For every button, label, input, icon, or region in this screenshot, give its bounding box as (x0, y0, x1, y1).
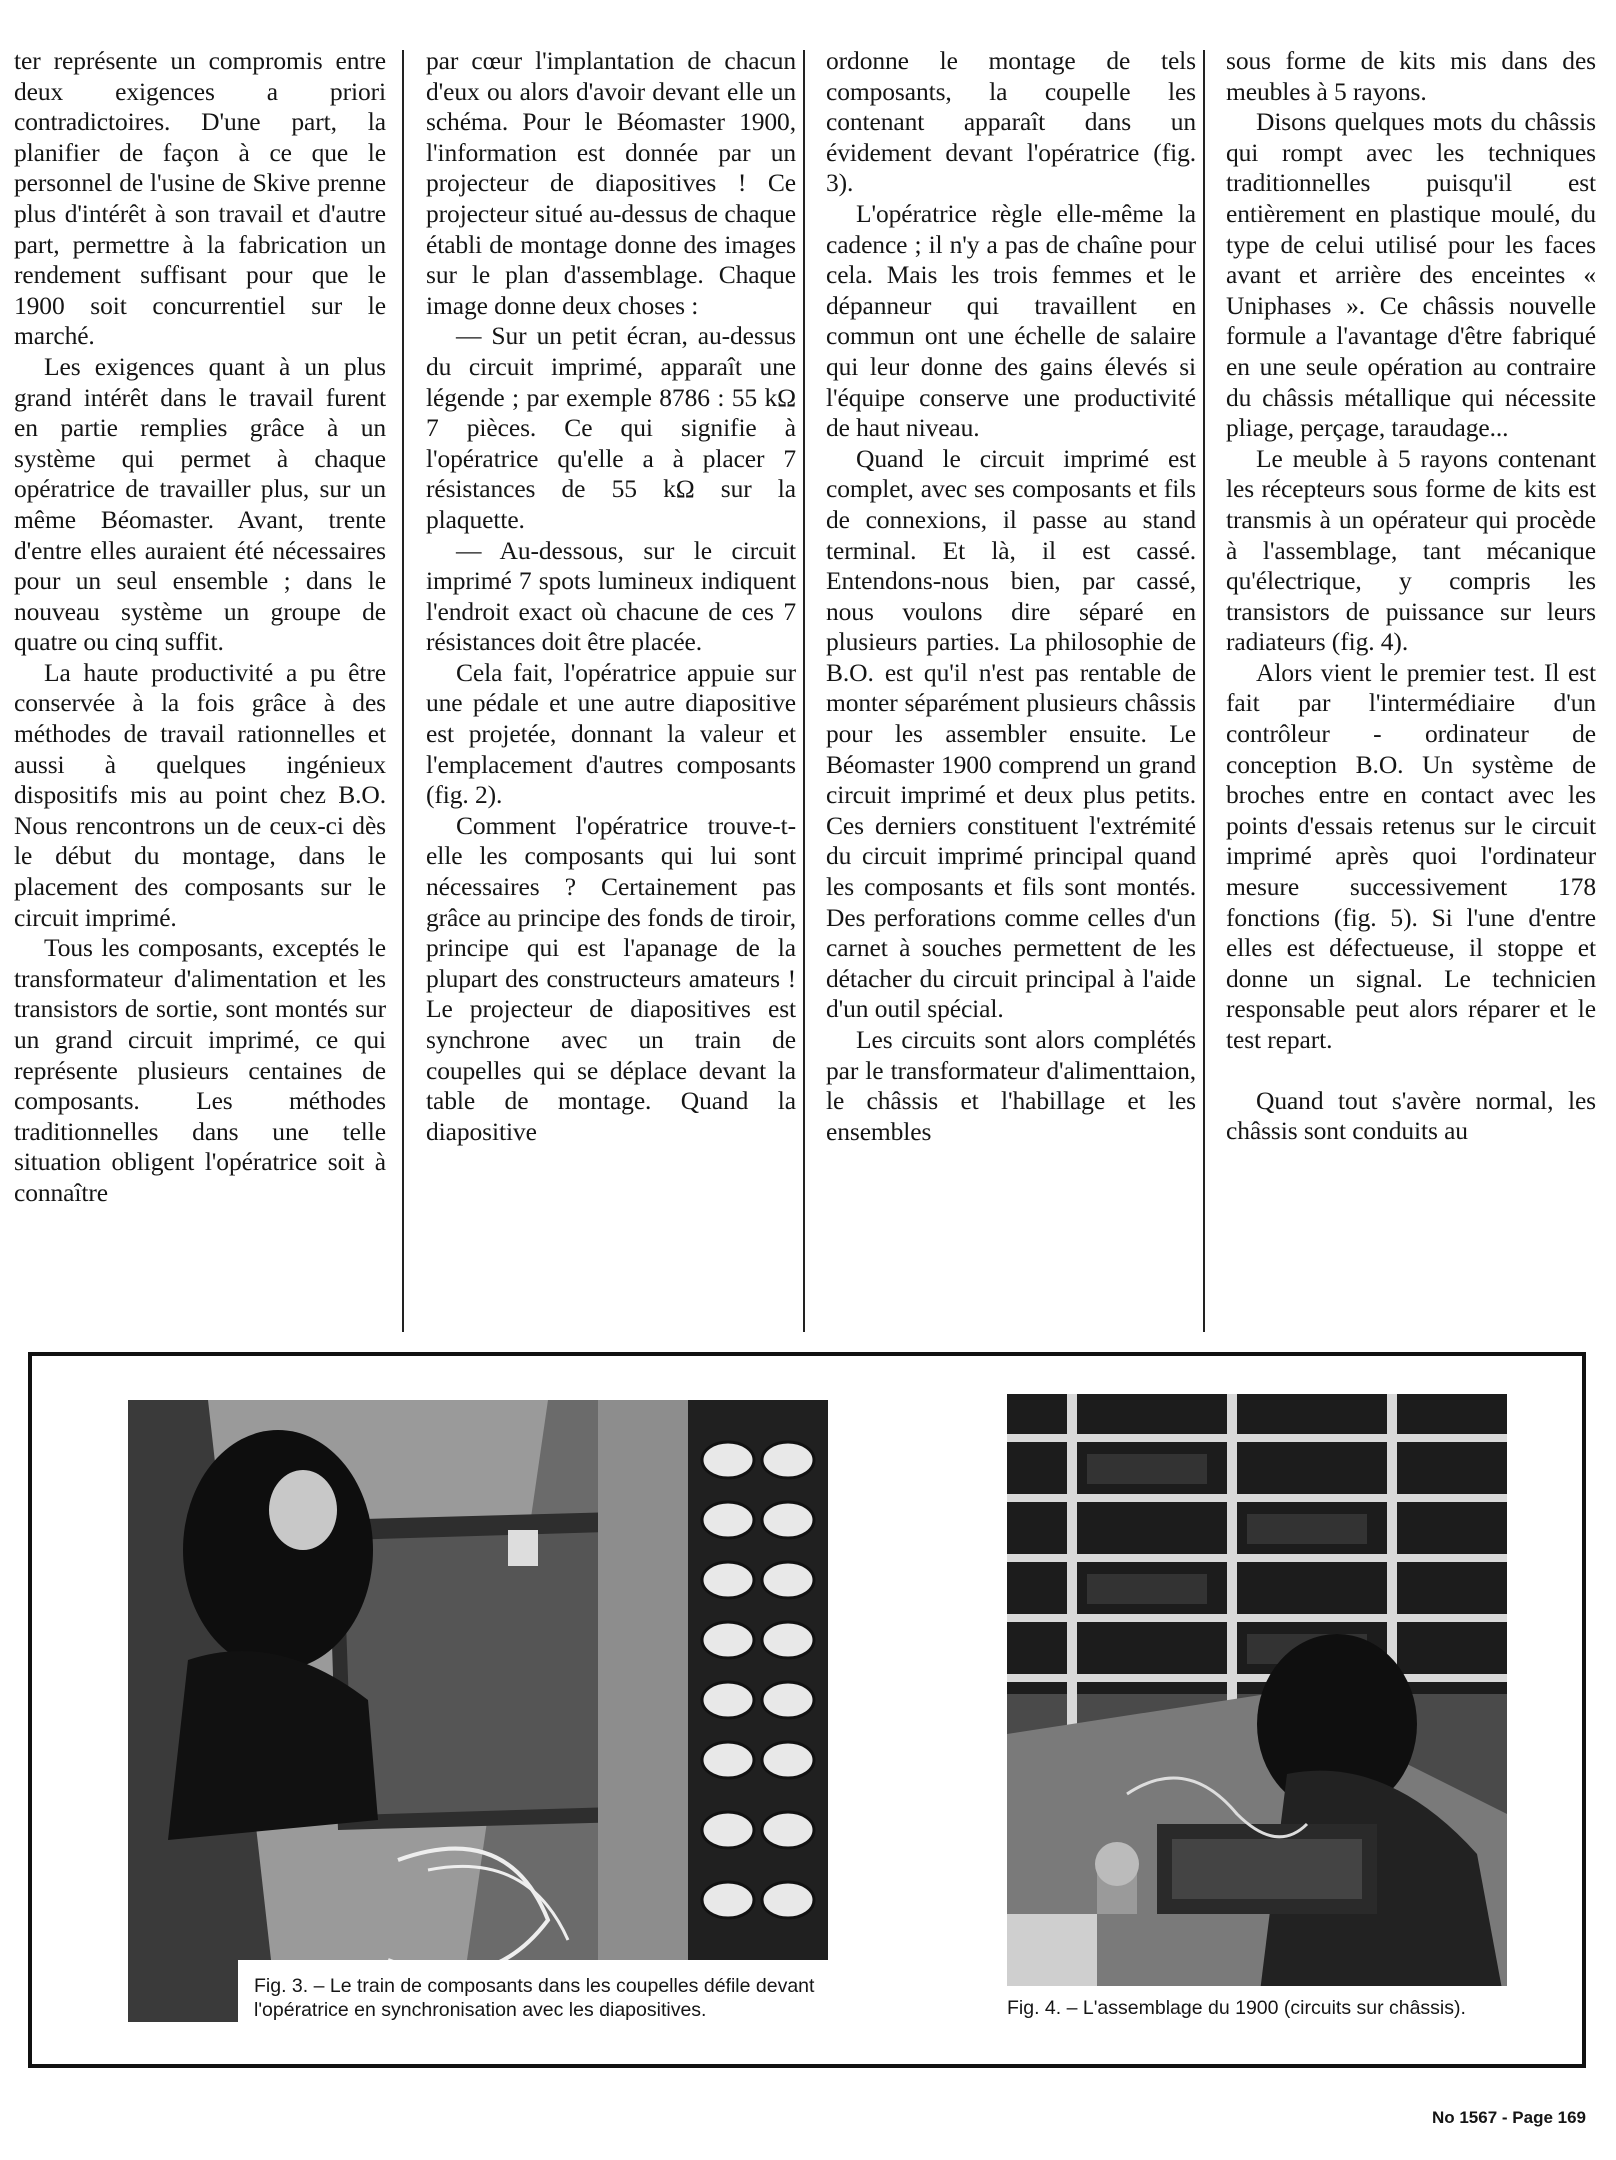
paragraph: par cœur l'implantation de chacun d'eux ou alors d'avoir devant elle un schéma. Pour le Béomaster 1900, l'information est donnée par un projecteur de diapositives ! Ce projecteur situé au-dessus de chaque établi de montage donne des images sur le plan d'assemblage. Chaque image donne deux choses : (426, 46, 796, 320)
paragraph: ter représente un compromis entre deux exigences a priori contradictoires. D'une part, la planifier de façon à ce que le personnel de l'usine de Skive prenne plus d'intérêt à son travail et d'autre part, permettre à la fabrication un rendement suffisant pour que le 1900 soit concurrentiel sur le marché. (14, 46, 386, 351)
column-3 (826, 46, 1196, 1336)
column-4 (1226, 46, 1596, 1336)
paragraph: Comment l'opératrice trouve-t-elle les composants qui lui sont nécessaires ? Certainement pas grâce au principe des fonds de tiroir, principe qui est l'apanage de la plupart des constructeurs amateurs ! Le projecteur de diapositives est synchrone avec un train de coupelles qui se déplace devant la table de montage. Quand la diapositive (426, 810, 796, 1146)
paragraph: Cela fait, l'opératrice appuie sur une pédale et une autre diapositive est projetée, donnant la valeur et l'emplacement d'autres composants (fig. 2). (426, 657, 796, 810)
paragraph: Quand tout s'avère normal, les châssis sont conduits au (1226, 1085, 1596, 1146)
paragraph: Alors vient le premier test. Il est fait par l'intermédiaire d'un contrôleur - ordinateur de conception B.O. Un système de broches entre en contact avec les points d'essais retenus sur le circuit imprimé après quoi l'ordinateur mesure successivement 178 fonctions (fig. 5). Si l'une d'entre elles est défectueuse, il stoppe et donne un signal. Le technicien responsable peut alors réparer et le test repart. (1226, 657, 1596, 1054)
paragraph: ordonne le montage de tels composants, la coupelle les contenant apparaît dans un évidement devant l'opératrice (fig. 3). (826, 46, 1196, 198)
paragraph: Les circuits sont alors complétés par le transformateur d'alimenttaion, le châssis et l'habillage et les ensembles (826, 1025, 1196, 1146)
paragraph: — Sur un petit écran, au-dessus du circuit imprimé, apparaît une légende ; par exemple 8786 : 55 kΩ 7 pièces. Ce qui signifie à l'opératrice qu'elle a à placer 7 résistances de 55 kΩ sur la plaquette. (426, 321, 796, 534)
paragraph: Tous les composants, exceptés le transformateur d'alimentation et les transistors de sortie, sont montés sur un grand circuit imprimé, ce qui représente plusieurs centaines de composants. Les méthodes traditionnelles dans une telle situation obligent l'opératrice soit à connaître (14, 933, 386, 1207)
paragraph: Les exigences quant à un plus grand intérêt dans le travail furent en partie remplies grâce à un système qui permet à chaque opératrice de travailler plus, sur un même Béomaster. Avant, trente d'entre elles auraient été nécessaires pour un seul ensemble ; dans le nouveau système un groupe de quatre ou cinq suffit. (14, 351, 386, 657)
paragraph: Disons quelques mots du châssis qui rompt avec les techniques traditionnelles puisqu'il est entièrement en plastique moulé, du type de celui utilisé pour les faces avant et arrière des enceintes « Uniphases ». Ce châssis nouvelle formule a l'avantage d'être fabriqué en une seule opération au contraire du châssis métallique qui nécessite pliage, perçage, taraudage... (1226, 107, 1596, 443)
figure-4-caption: Fig. 4. – L'assemblage du 1900 (circuits sur châssis). (1007, 1986, 1547, 2020)
column-1 (14, 46, 386, 1336)
figure-4-photo (1007, 1394, 1507, 2016)
figure-3-caption: Fig. 3. – Le train de composants dans les coupelles défile devant l'opératrice en synchronisation avec les diapositives. (238, 1960, 868, 2032)
paragraph: L'opératrice règle elle-même la cadence ; il n'y a pas de chaîne pour cela. Mais les trois femmes et le dépanneur qui travaillent en commun ont une échelle de salaire qui leur donne des gains élevés si l'équipe conserve une productivité de haut niveau. (826, 198, 1196, 443)
column-divider (402, 50, 404, 1332)
column-divider (803, 50, 805, 1332)
page-footer: No 1567 - Page 169 (1431, 2108, 1586, 2127)
column-2 (426, 46, 796, 1336)
article-columns (14, 46, 1596, 1336)
paragraph: sous forme de kits mis dans des meubles à 5 rayons. (1226, 46, 1596, 106)
paragraph: — Au-dessous, sur le circuit imprimé 7 spots lumineux indiquent l'endroit exact où chacune de ces 7 résistances doit être placée. (426, 535, 796, 657)
paragraph: Quand le circuit imprimé est complet, avec ses composants et fils de connexions, il passe au stand terminal. Et là, il est cassé. Entendons-nous bien, par cassé, nous voulons dire séparé en plusieurs parties. La philosophie de B.O. est qu'il n'est pas rentable de monter séparément plusieurs châssis pour les assembler ensuite. Le Béomaster 1900 comprend un grand circuit imprimé et deux plus petits. Ces derniers constituent l'extrémité du circuit imprimé principal quand les composants et fils sont montés. Des perforations comme celles d'un carnet à souches permettent de les détacher du circuit principal à l'aide d'un outil spécial. (826, 443, 1196, 1024)
paragraph: La haute productivité a pu être conservée à la fois grâce à des méthodes de travail rationnelles et aussi à quelques ingénieux dispositifs mis au point chez B.O. Nous rencontrons un de ceux-ci dès le début du montage, dans le placement des composants sur le circuit imprimé. (14, 657, 386, 932)
paragraph: Le meuble à 5 rayons contenant les récepteurs sous forme de kits est transmis à un opérateur qui procède à l'assemblage, tant mécanique qu'électrique, y compris les transistors de puissance sur leurs radiateurs (fig. 4). (1226, 443, 1596, 657)
figure-3-photo (128, 1400, 828, 2022)
figure-box (28, 1352, 1586, 2068)
column-divider (1203, 50, 1205, 1332)
